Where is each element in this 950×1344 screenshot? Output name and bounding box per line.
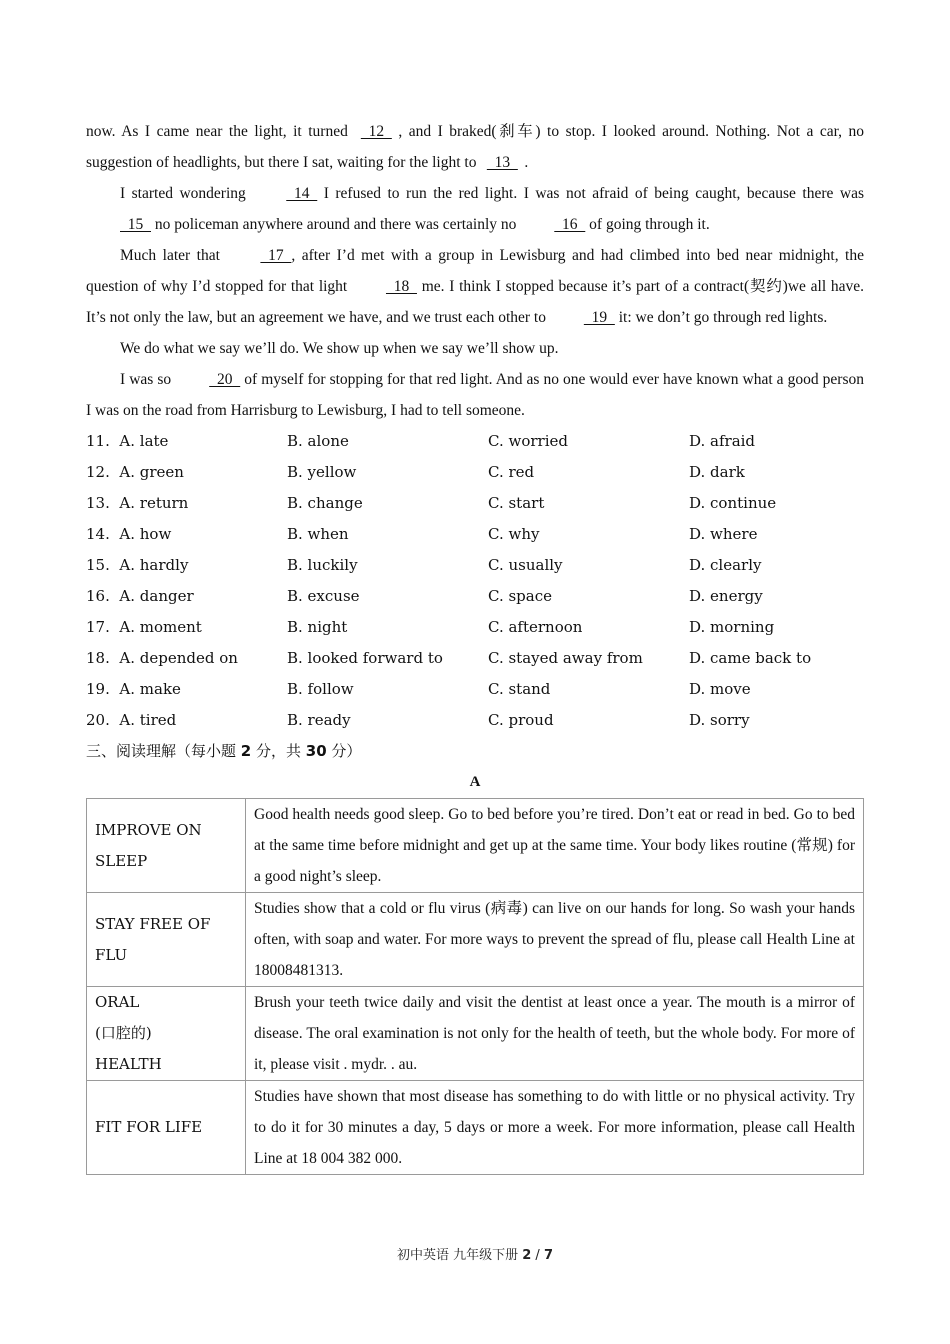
option-a xyxy=(86,643,287,674)
option-c[interactable]: C. worried xyxy=(488,432,568,450)
section-heading xyxy=(86,736,864,767)
option-a xyxy=(86,488,287,519)
table-row xyxy=(87,987,864,1081)
text: , and I braked(刹车) to stop. I looked around. Nothing. Not a car, no suggestion of headlights, but there I sat, waiting for the light to xyxy=(86,123,864,171)
text: I was so xyxy=(120,371,176,388)
option-a-text[interactable]: A. how xyxy=(119,525,172,543)
footer-sep: / xyxy=(531,1248,544,1263)
page-total: 7 xyxy=(543,1248,553,1263)
blank-19[interactable]: 19 xyxy=(583,309,615,326)
option-c[interactable]: C. red xyxy=(488,463,535,481)
question-number: 17. xyxy=(86,618,110,636)
blank-20[interactable]: 20 xyxy=(209,371,241,388)
row-title-line: HEALTH xyxy=(95,1055,162,1073)
row-title-line: IMPROVE ON xyxy=(95,820,202,839)
option-a-text[interactable]: A. danger xyxy=(119,587,194,605)
row-title-line: STAY FREE OF xyxy=(95,914,211,933)
blank-18[interactable]: 18 xyxy=(385,278,417,295)
row-title xyxy=(87,893,246,987)
option-row-16 xyxy=(86,581,864,612)
option-d[interactable]: D. came back to xyxy=(689,649,812,667)
question-number: 20. xyxy=(86,711,110,729)
row-title xyxy=(87,1081,246,1175)
text: I started wondering xyxy=(120,185,253,202)
option-d[interactable]: D. move xyxy=(689,680,751,698)
option-c[interactable]: C. space xyxy=(488,587,552,605)
option-d[interactable]: D. clearly xyxy=(689,556,762,574)
question-number: 19. xyxy=(86,680,110,698)
row-title-line: FIT FOR LIFE xyxy=(95,1118,203,1136)
table-row xyxy=(87,893,864,987)
passage-label: A xyxy=(469,774,481,790)
text: no policeman anywhere around and there was certainly no xyxy=(151,216,521,233)
option-c[interactable]: C. usually xyxy=(488,556,563,574)
option-b[interactable]: B. yellow xyxy=(287,463,357,481)
paragraph-1 xyxy=(86,116,864,178)
text: Much later that xyxy=(120,247,227,264)
heading-text: 分） xyxy=(326,742,362,760)
option-c[interactable]: C. start xyxy=(488,494,545,512)
answer-options xyxy=(86,426,864,736)
option-row-12 xyxy=(86,457,864,488)
option-a-text[interactable]: A. make xyxy=(119,680,181,698)
row-title-line: SLEEP xyxy=(95,851,148,870)
row-title-line: (口腔的) xyxy=(95,1024,152,1042)
blank-16[interactable]: 16 xyxy=(554,216,586,233)
text: it: we don’t go through red lights. xyxy=(614,309,828,326)
option-b[interactable]: B. excuse xyxy=(287,587,360,605)
option-c[interactable]: C. stand xyxy=(488,680,551,698)
row-text: Brush your teeth twice daily and visit the dentist at least once a year. The mouth is a mirror of disease. The oral examination is not only for the health of teeth, but the whole body. For more of it, please visit . mydr. . au. xyxy=(246,987,864,1081)
option-a xyxy=(86,426,287,457)
option-a xyxy=(86,550,287,581)
text: of myself for stopping for that red light. And as no one would ever have known what a good person I was on the road from Harrisburg to Lewisburg, I had to tell someone. xyxy=(86,371,864,419)
option-d[interactable]: D. dark xyxy=(689,463,745,481)
question-number: 14. xyxy=(86,525,110,543)
question-number: 13. xyxy=(86,494,110,512)
blank-13[interactable]: 13 xyxy=(486,154,518,171)
option-a-text[interactable]: A. tired xyxy=(119,711,177,729)
question-number: 12. xyxy=(86,463,110,481)
option-row-15 xyxy=(86,550,864,581)
paragraph-5 xyxy=(86,364,864,426)
row-title xyxy=(87,799,246,893)
page-number: 2 xyxy=(522,1248,532,1263)
row-title xyxy=(87,987,246,1081)
heading-text: 分，共 xyxy=(251,742,306,760)
row-text: Good health needs good sleep. Go to bed before you’re tired. Don’t eat or read in bed. Go to bed at the same time before midnight and get up at the same time. Your body likes routine (常规) for a good night’s sleep. xyxy=(246,799,864,893)
row-text: Studies have shown that most disease has something to do with little or no physical activity. Try to do it for 30 minutes a day, 5 days or more a week. For more information, please call Health Line at 18 004 382 000. xyxy=(246,1081,864,1175)
option-a-text[interactable]: A. moment xyxy=(119,618,202,636)
option-a xyxy=(86,612,287,643)
table-row xyxy=(87,1081,864,1175)
option-c[interactable]: C. why xyxy=(488,525,540,543)
text: of going through it. xyxy=(585,216,710,233)
option-a xyxy=(86,674,287,705)
option-d[interactable]: D. continue xyxy=(689,494,777,512)
footer-label: 初中英语 九年级下册 xyxy=(396,1248,523,1263)
option-a xyxy=(86,457,287,488)
option-row-13 xyxy=(86,488,864,519)
paragraph-3 xyxy=(86,240,864,333)
option-b[interactable]: B. looked forward to xyxy=(287,649,443,667)
blank-14[interactable]: 14 xyxy=(286,185,318,202)
paragraph-2 xyxy=(86,178,864,240)
option-d[interactable]: D. where xyxy=(689,525,758,543)
option-c[interactable]: C. proud xyxy=(488,711,554,729)
health-tips-table xyxy=(86,798,864,1175)
option-d[interactable]: D. sorry xyxy=(689,711,750,729)
option-d[interactable]: D. energy xyxy=(689,587,763,605)
row-text: Studies show that a cold or flu virus (病毒) can live on our hands for long. So wash your hands often, with soap and water. For more ways to prevent the spread of flu, please call Health Line at 18008481313. xyxy=(246,893,864,987)
option-a xyxy=(86,519,287,550)
text: now. As I came near the light, it turned xyxy=(86,123,355,140)
option-c[interactable]: C. afternoon xyxy=(488,618,583,636)
option-row-20 xyxy=(86,705,864,736)
heading-text: 三、阅读理解（每小题 xyxy=(86,742,241,760)
option-c[interactable]: C. stayed away from xyxy=(488,649,643,667)
question-number: 18. xyxy=(86,649,110,667)
blank-12[interactable]: 12 xyxy=(360,123,392,140)
option-a-text[interactable]: A. return xyxy=(119,494,189,512)
row-title-line: ORAL xyxy=(95,993,140,1011)
option-b[interactable]: B. when xyxy=(287,525,349,543)
text: me. I think I stopped because it’s part of a contract(契约)we all have. It’s not only the law, but an agreement we have, and we trust each other to xyxy=(86,278,865,326)
option-a-text[interactable]: A. late xyxy=(119,432,169,450)
blank-17[interactable]: 17 xyxy=(260,247,292,264)
table-row xyxy=(87,799,864,893)
option-a-text[interactable]: A. hardly xyxy=(119,556,189,574)
paragraph-4: We do what we say we’ll do. We show up when we say we’ll show up. xyxy=(120,340,559,357)
option-row-17 xyxy=(86,612,864,643)
option-b[interactable]: B. change xyxy=(287,494,363,512)
option-row-18 xyxy=(86,643,864,674)
option-d[interactable]: D. morning xyxy=(689,618,775,636)
option-row-11 xyxy=(86,426,864,457)
option-d[interactable]: D. afraid xyxy=(689,432,756,450)
question-number: 11. xyxy=(86,432,110,450)
heading-total: 30 xyxy=(305,742,327,760)
question-number: 16. xyxy=(86,587,110,605)
option-b[interactable]: B. follow xyxy=(287,680,354,698)
option-b[interactable]: B. night xyxy=(287,618,348,636)
option-b[interactable]: B. luckily xyxy=(287,556,358,574)
option-row-14 xyxy=(86,519,864,550)
option-a-text[interactable]: A. depended on xyxy=(119,649,238,667)
option-a xyxy=(86,705,287,736)
text: , after I’d met with a group in Lewisburg and had climbed into bed near midnight, the question of why I’d stopped for that light xyxy=(86,247,864,295)
option-a-text[interactable]: A. green xyxy=(119,463,184,481)
row-title-line: FLU xyxy=(95,945,128,964)
page-content xyxy=(86,116,864,1175)
text: I refused to run the red light. I was not afraid of being caught, because there was xyxy=(317,185,864,202)
heading-points: 2 xyxy=(240,742,252,760)
page-footer xyxy=(0,1244,950,1263)
blank-15[interactable]: 15 xyxy=(120,216,151,233)
text: . xyxy=(524,154,529,171)
option-a xyxy=(86,581,287,612)
question-number: 15. xyxy=(86,556,110,574)
option-row-19 xyxy=(86,674,864,705)
option-b[interactable]: B. ready xyxy=(287,711,351,729)
option-b[interactable]: B. alone xyxy=(287,432,349,450)
